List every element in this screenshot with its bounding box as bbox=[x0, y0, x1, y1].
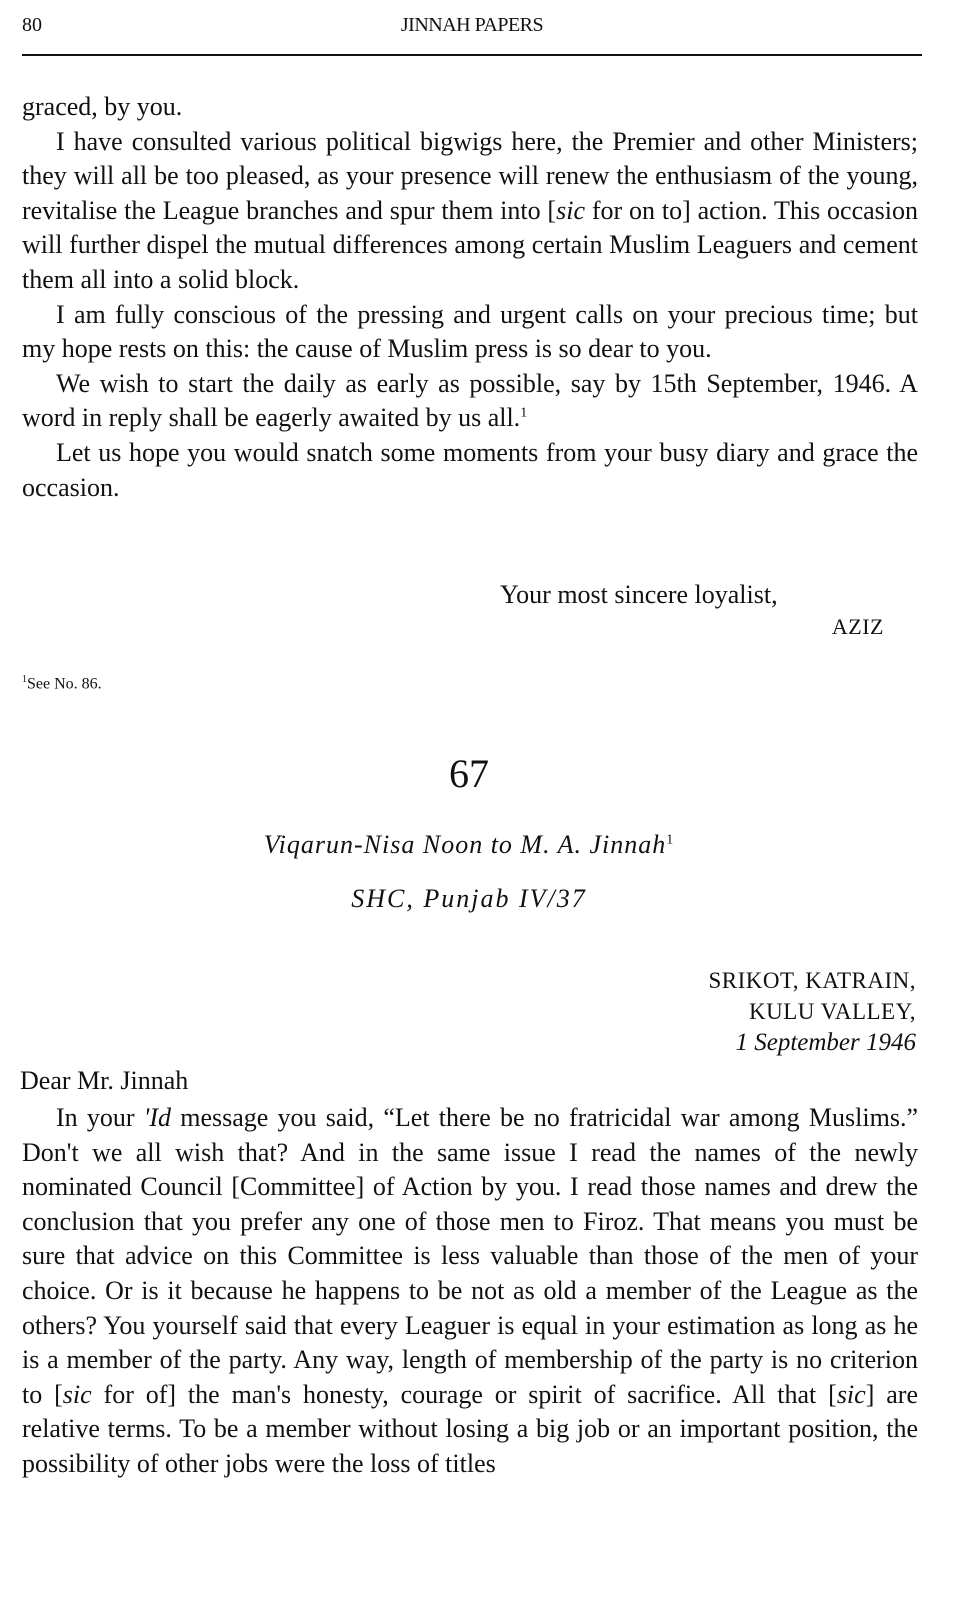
footnote: $^1$See No. 86. bbox=[22, 674, 102, 693]
letter-closing: Your most sincere loyalist, bbox=[500, 580, 778, 609]
paragraph: I am fully conscious of the pressing and urgent calls on your precious time; but my hope rests on this: the cause of Muslim press is so dear to you. bbox=[22, 299, 918, 364]
letter-body bbox=[22, 90, 918, 505]
letter-signer: AZIZ bbox=[831, 614, 884, 639]
address-line: KULU VALLEY, bbox=[748, 999, 916, 1024]
letter-date: 1 September 1946 bbox=[735, 1029, 916, 1056]
letter-address bbox=[708, 965, 916, 1058]
page-header bbox=[22, 14, 922, 44]
paragraph: Let us hope you would snatch some moments from your busy diary and grace the occasion. bbox=[22, 437, 918, 502]
letter-body bbox=[22, 1101, 918, 1482]
running-title: JINNAH PAPERS bbox=[400, 14, 544, 36]
footnote-ref: 1 bbox=[520, 405, 528, 421]
footnote-ref: 1 bbox=[666, 832, 675, 848]
document-title: Viqarun-Nisa Noon to M. A. Jinnah$^1$ bbox=[263, 830, 675, 859]
salutation: Dear Mr. Jinnah bbox=[20, 1066, 189, 1095]
paragraph: graced, by you. bbox=[22, 92, 183, 121]
document-number: 67 bbox=[449, 751, 489, 796]
paragraph: In your 'Id message you said, “Let there be no fratricidal war among Muslims.” Don't we all wish that? And in the same issue I read the names of the newly nominated Council [Committee] of Action by you. I read those names and drew the conclusion that you prefer any one of those men to Firoz. That means you must be sure that advice on this Committee is less valuable than those of the men of your choice. Or is it because he happens to be not as old a member of the League as the others? You yourself said that every Leaguer is equal in your estimation as long as he is a member of the party. Any way, length of membership of the party is no criterion to [sic for of] the man's honesty, courage or spirit of sacrifice. All that [sic] are relative terms. To be a member without losing a big job or an important position, the possibility of other jobs were the loss of titles bbox=[22, 1103, 918, 1478]
id-term: 'Id bbox=[143, 1103, 171, 1132]
footnote-mark: 1 bbox=[22, 674, 27, 685]
paragraph: I have consulted various political bigwigs here, the Premier and other Ministers; they will all be too pleased, as your presence will renew the enthusiasm of the young, revitalise the League branches and spur them into [sic for on to] action. This occasion will further dispel the mutual differences among certain Muslim Leaguers and cement them all into a solid block. bbox=[22, 126, 918, 294]
document-source: SHC, Punjab IV/37 bbox=[351, 884, 587, 913]
header-rule bbox=[22, 54, 922, 56]
sic-mark: sic bbox=[836, 1379, 866, 1409]
address-line: SRIKOT, KATRAIN, bbox=[708, 968, 916, 993]
page-number: 80 bbox=[22, 14, 42, 36]
sic-mark: sic bbox=[556, 195, 585, 225]
paragraph: We wish to start the daily as early as possible, say by 15th September, 1946. A word in reply shall be eagerly awaited by us all.$^1$ bbox=[22, 368, 918, 433]
sic-mark: sic bbox=[62, 1379, 92, 1409]
